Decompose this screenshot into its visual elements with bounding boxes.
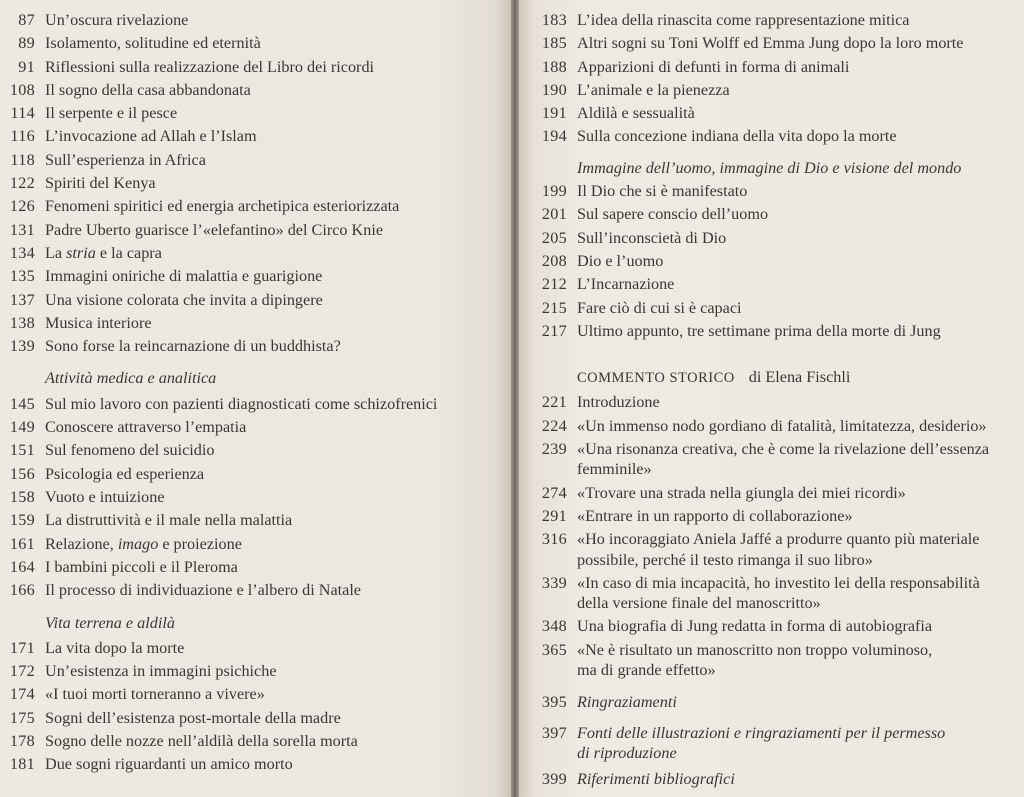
entry-title-line: «In caso di mia incapacità, ho investito lei della responsabilità xyxy=(577,573,980,592)
entry-title: Il serpente e il pesce xyxy=(45,104,178,123)
page-number: 89 xyxy=(18,34,35,53)
entry-title: Ultimo appunto, tre settimane prima della morte di Jung xyxy=(577,321,941,340)
page-number: 91 xyxy=(18,57,35,76)
toc-entry[interactable] xyxy=(0,219,437,242)
page-number: 274 xyxy=(541,483,567,502)
entry-title: Un’oscura rivelazione xyxy=(45,11,189,29)
page-number: 183 xyxy=(541,11,567,29)
page-number: 224 xyxy=(541,416,567,435)
toc-entry[interactable] xyxy=(0,533,437,556)
toc-entry[interactable] xyxy=(0,242,437,265)
entry-title: «Trovare una strada nella giungla dei miei ricordi» xyxy=(577,483,906,502)
entry-title xyxy=(577,438,989,482)
toc-entry[interactable] xyxy=(0,509,437,532)
page-number: 175 xyxy=(9,708,35,727)
page-number: 87 xyxy=(18,11,35,29)
section-heading: Attività medica e analitica xyxy=(45,369,217,388)
toc-entry[interactable] xyxy=(519,203,989,226)
entry-title-part: e proiezione xyxy=(158,534,242,553)
page-number: 161 xyxy=(9,534,35,553)
page-number: 137 xyxy=(9,290,35,309)
entry-title-line: ma di grande effetto» xyxy=(577,661,716,680)
entry-title: Musica interiore xyxy=(45,313,152,332)
entry-title: Sulla concezione indiana della vita dopo la morte xyxy=(577,127,897,146)
toc-entry[interactable] xyxy=(0,486,437,509)
page-number: 208 xyxy=(541,251,567,270)
page-number: 138 xyxy=(9,313,35,332)
toc-entry[interactable] xyxy=(0,556,437,579)
toc-entry[interactable] xyxy=(0,312,437,335)
page-number: 397 xyxy=(541,723,567,742)
toc-entry[interactable] xyxy=(0,707,437,730)
page-number: 399 xyxy=(541,770,567,789)
entry-title: Sull’inconscietà di Dio xyxy=(577,228,727,247)
entry-title: Ringraziamenti xyxy=(577,693,677,712)
entry-title-line: «Ho incoraggiato Aniela Jaffé a produrre quanto più materiale xyxy=(577,530,980,549)
entry-title-line: della versione finale del manoscritto» xyxy=(577,594,821,613)
toc-entry[interactable] xyxy=(0,416,437,439)
page-number: 135 xyxy=(9,267,35,286)
toc-entry[interactable] xyxy=(519,9,989,32)
entry-title: Conoscere attraverso l’empatia xyxy=(45,418,247,437)
toc-entry[interactable] xyxy=(519,180,989,203)
toc-entry[interactable] xyxy=(0,149,437,172)
entry-title: Fenomeni spiritici ed energia archetipica esteriorizzata xyxy=(45,197,400,216)
toc-entry[interactable] xyxy=(0,730,437,753)
page-number: 131 xyxy=(9,220,35,239)
toc-entry[interactable] xyxy=(519,615,989,638)
page-number: 156 xyxy=(9,464,35,483)
toc-entry[interactable] xyxy=(0,102,437,125)
toc-entry[interactable] xyxy=(0,79,437,102)
toc-entry[interactable] xyxy=(0,660,437,683)
entry-title: Dio e l’uomo xyxy=(577,251,664,270)
entry-title-line: Fonti delle illustrazioni e ringraziamenti per il permesso xyxy=(577,723,946,742)
entry-title: «Un immenso nodo gordiano di fatalità, limitatezza, desiderio» xyxy=(577,416,987,435)
entry-title: Isolamento, solitudine ed eternità xyxy=(45,34,261,53)
page-number: 291 xyxy=(541,506,567,525)
entry-title: «Entrare in un rapporto di collaborazione» xyxy=(577,506,853,525)
toc-entry[interactable] xyxy=(519,482,989,505)
entry-title-italic: imago xyxy=(117,534,159,553)
toc-entry[interactable] xyxy=(0,753,437,776)
entry-title: Aldilà e sessualità xyxy=(577,104,695,123)
page-number: 221 xyxy=(541,393,567,412)
toc-entry[interactable] xyxy=(519,528,989,572)
section-author: di Elena Fischli xyxy=(748,368,851,387)
toc-entry[interactable] xyxy=(519,32,989,55)
page-number: 158 xyxy=(9,487,35,506)
page-number: 174 xyxy=(9,685,35,704)
entry-title: L’Incarnazione xyxy=(577,275,675,294)
toc-entry[interactable] xyxy=(0,289,437,312)
page-number: 116 xyxy=(10,127,35,146)
entry-title: L’animale e la pienezza xyxy=(577,80,730,99)
page-number: 139 xyxy=(9,337,35,356)
page-number: 205 xyxy=(541,228,567,247)
entry-title xyxy=(45,242,162,265)
entry-title: La vita dopo la morte xyxy=(45,638,185,657)
entry-title: Sogno delle nozze nell’aldilà della sorella morta xyxy=(45,731,358,750)
toc-entry[interactable] xyxy=(0,265,437,288)
toc-entry[interactable] xyxy=(0,463,437,486)
toc-entry[interactable] xyxy=(0,393,437,416)
page-number: 191 xyxy=(541,104,567,123)
entry-title xyxy=(45,533,242,556)
toc-entry[interactable] xyxy=(0,9,437,32)
page-number: 190 xyxy=(541,80,567,99)
entry-title: La distruttività e il male nella malattia xyxy=(45,511,293,530)
toc-entry[interactable] xyxy=(519,56,989,79)
entry-title: Un’esistenza in immagini psichiche xyxy=(45,662,277,681)
entry-title: Padre Uberto guarisce l’«elefantino» del Circo Knie xyxy=(45,220,384,239)
toc-entry[interactable] xyxy=(519,273,989,296)
page-number: 149 xyxy=(9,418,35,437)
entry-title-part: Relazione, xyxy=(45,534,118,553)
entry-title: Spiriti del Kenya xyxy=(45,174,156,193)
toc-entry[interactable] xyxy=(0,172,437,195)
toc-entry[interactable] xyxy=(519,691,989,714)
entry-title: Riferimenti bibliografici xyxy=(577,770,735,789)
entry-title: Psicologia ed esperienza xyxy=(45,464,205,483)
entry-title: Immagini oniriche di malattia e guarigione xyxy=(45,267,323,286)
page-number: 108 xyxy=(9,80,35,99)
toc-entry[interactable] xyxy=(519,391,989,414)
page-number: 217 xyxy=(541,321,567,340)
entry-title: Il Dio che si è manifestato xyxy=(577,182,748,201)
section-title: COMMENTO STORICO xyxy=(577,370,735,387)
entry-title xyxy=(577,572,980,616)
page-number: 118 xyxy=(10,150,35,169)
page-number: 145 xyxy=(9,394,35,413)
entry-title xyxy=(577,639,932,683)
entry-title: Sono forse la reincarnazione di un buddhista? xyxy=(45,337,341,356)
toc-entry[interactable] xyxy=(0,439,437,462)
page-number: 316 xyxy=(541,530,567,549)
section-heading: Vita terrena e aldilà xyxy=(45,614,175,633)
book-gutter xyxy=(511,0,519,797)
toc-entry[interactable] xyxy=(519,320,989,343)
entry-title-line: femminile» xyxy=(577,460,652,479)
toc-entry[interactable] xyxy=(0,195,437,218)
entry-title: I bambini piccoli e il Pleroma xyxy=(45,557,238,576)
entry-title: Una biografia di Jung redatta in forma di autobiografia xyxy=(577,617,933,636)
page-number: 159 xyxy=(9,511,35,530)
entry-title: Introduzione xyxy=(577,393,660,412)
entry-title: Sogni dell’esistenza post-mortale della madre xyxy=(45,708,341,727)
page-number: 339 xyxy=(541,573,567,592)
entry-title: Sul fenomeno del suicidio xyxy=(45,441,215,460)
left-page xyxy=(0,0,511,797)
toc-entry[interactable] xyxy=(519,227,989,250)
entry-title-line: «Ne è risultato un manoscritto non troppo voluminoso, xyxy=(577,640,933,659)
page-number: 134 xyxy=(9,243,35,262)
entry-title-line: di riproduzione xyxy=(577,743,677,762)
page-number: 172 xyxy=(9,662,35,681)
toc-entry[interactable] xyxy=(0,683,437,706)
page-number: 199 xyxy=(541,182,567,201)
right-page xyxy=(519,0,1024,797)
entry-title: Sull’esperienza in Africa xyxy=(45,150,206,169)
toc-entry[interactable] xyxy=(0,579,437,602)
toc-entry[interactable] xyxy=(0,637,437,660)
entry-title: Il sogno della casa abbandonata xyxy=(45,80,251,99)
entry-title: Sul sapere conscio dell’uomo xyxy=(577,205,769,224)
table-of-contents-right xyxy=(519,9,989,792)
table-of-contents-left xyxy=(0,9,437,777)
page-number: 365 xyxy=(541,640,567,659)
section-heading xyxy=(577,366,989,390)
toc-entry[interactable] xyxy=(519,250,989,273)
toc-entry[interactable] xyxy=(519,415,989,438)
entry-title-line: possibile, perché il testo rimanga il suo libro» xyxy=(577,550,873,569)
page-number: 348 xyxy=(541,617,567,636)
entry-title: «I tuoi morti torneranno a vivere» xyxy=(45,685,265,704)
entry-title xyxy=(577,528,979,572)
page-number: 122 xyxy=(9,174,35,193)
entry-title: Sul mio lavoro con pazienti diagnosticati come schizofrenici xyxy=(45,394,438,413)
page-number: 185 xyxy=(541,34,567,53)
page-number: 178 xyxy=(9,731,35,750)
entry-title-italic: stria xyxy=(66,243,96,262)
entry-title: Altri sogni su Toni Wolff ed Emma Jung dopo la loro morte xyxy=(577,34,964,53)
entry-title-part: e la capra xyxy=(95,243,162,262)
toc-entry[interactable] xyxy=(519,297,989,320)
toc-entry[interactable] xyxy=(519,102,989,125)
section-heading: Immagine dell’uomo, immagine di Dio e visione del mondo xyxy=(577,158,962,177)
entry-title xyxy=(577,722,945,766)
toc-entry[interactable] xyxy=(519,639,989,683)
entry-title: Vuoto e intuizione xyxy=(45,487,165,506)
toc-entry[interactable] xyxy=(519,79,989,102)
entry-title: Una visione colorata che invita a dipingere xyxy=(45,290,323,309)
page-number: 212 xyxy=(541,275,567,294)
page-number: 151 xyxy=(9,441,35,460)
toc-entry[interactable] xyxy=(519,768,989,791)
page-number: 239 xyxy=(541,440,567,459)
entry-title: L’idea della rinascita come rappresentazione mitica xyxy=(577,11,910,29)
toc-entry[interactable] xyxy=(519,125,989,148)
entry-title-part: La xyxy=(45,243,67,262)
toc-entry[interactable] xyxy=(519,505,989,528)
page-number: 164 xyxy=(9,557,35,576)
toc-entry[interactable] xyxy=(519,722,989,766)
page-number: 171 xyxy=(9,638,35,657)
page-number: 201 xyxy=(541,205,567,224)
toc-entry[interactable] xyxy=(0,335,437,358)
toc-entry[interactable] xyxy=(519,572,989,616)
entry-title: L’invocazione ad Allah e l’Islam xyxy=(45,127,257,146)
entry-title-line: «Una risonanza creativa, che è come la rivelazione dell’essenza xyxy=(577,440,990,459)
page-number: 395 xyxy=(541,693,567,712)
entry-title: Apparizioni di defunti in forma di animali xyxy=(577,57,850,76)
toc-entry[interactable] xyxy=(0,125,437,148)
page-number: 194 xyxy=(541,127,567,146)
page-number: 188 xyxy=(541,57,567,76)
toc-entry[interactable] xyxy=(0,32,437,55)
page-number: 181 xyxy=(9,755,35,774)
page-number: 114 xyxy=(10,104,35,123)
entry-title: Due sogni riguardanti un amico morto xyxy=(45,755,293,774)
entry-title: Riflessioni sulla realizzazione del Libro dei ricordi xyxy=(45,57,375,76)
entry-title: Fare ciò di cui si è capaci xyxy=(577,298,742,317)
toc-entry[interactable] xyxy=(519,438,989,482)
entry-title: Il processo di individuazione e l’albero di Natale xyxy=(45,581,361,600)
page-number: 126 xyxy=(9,197,35,216)
toc-entry[interactable] xyxy=(0,56,437,79)
page-number: 166 xyxy=(9,581,35,600)
page-number: 215 xyxy=(541,298,567,317)
